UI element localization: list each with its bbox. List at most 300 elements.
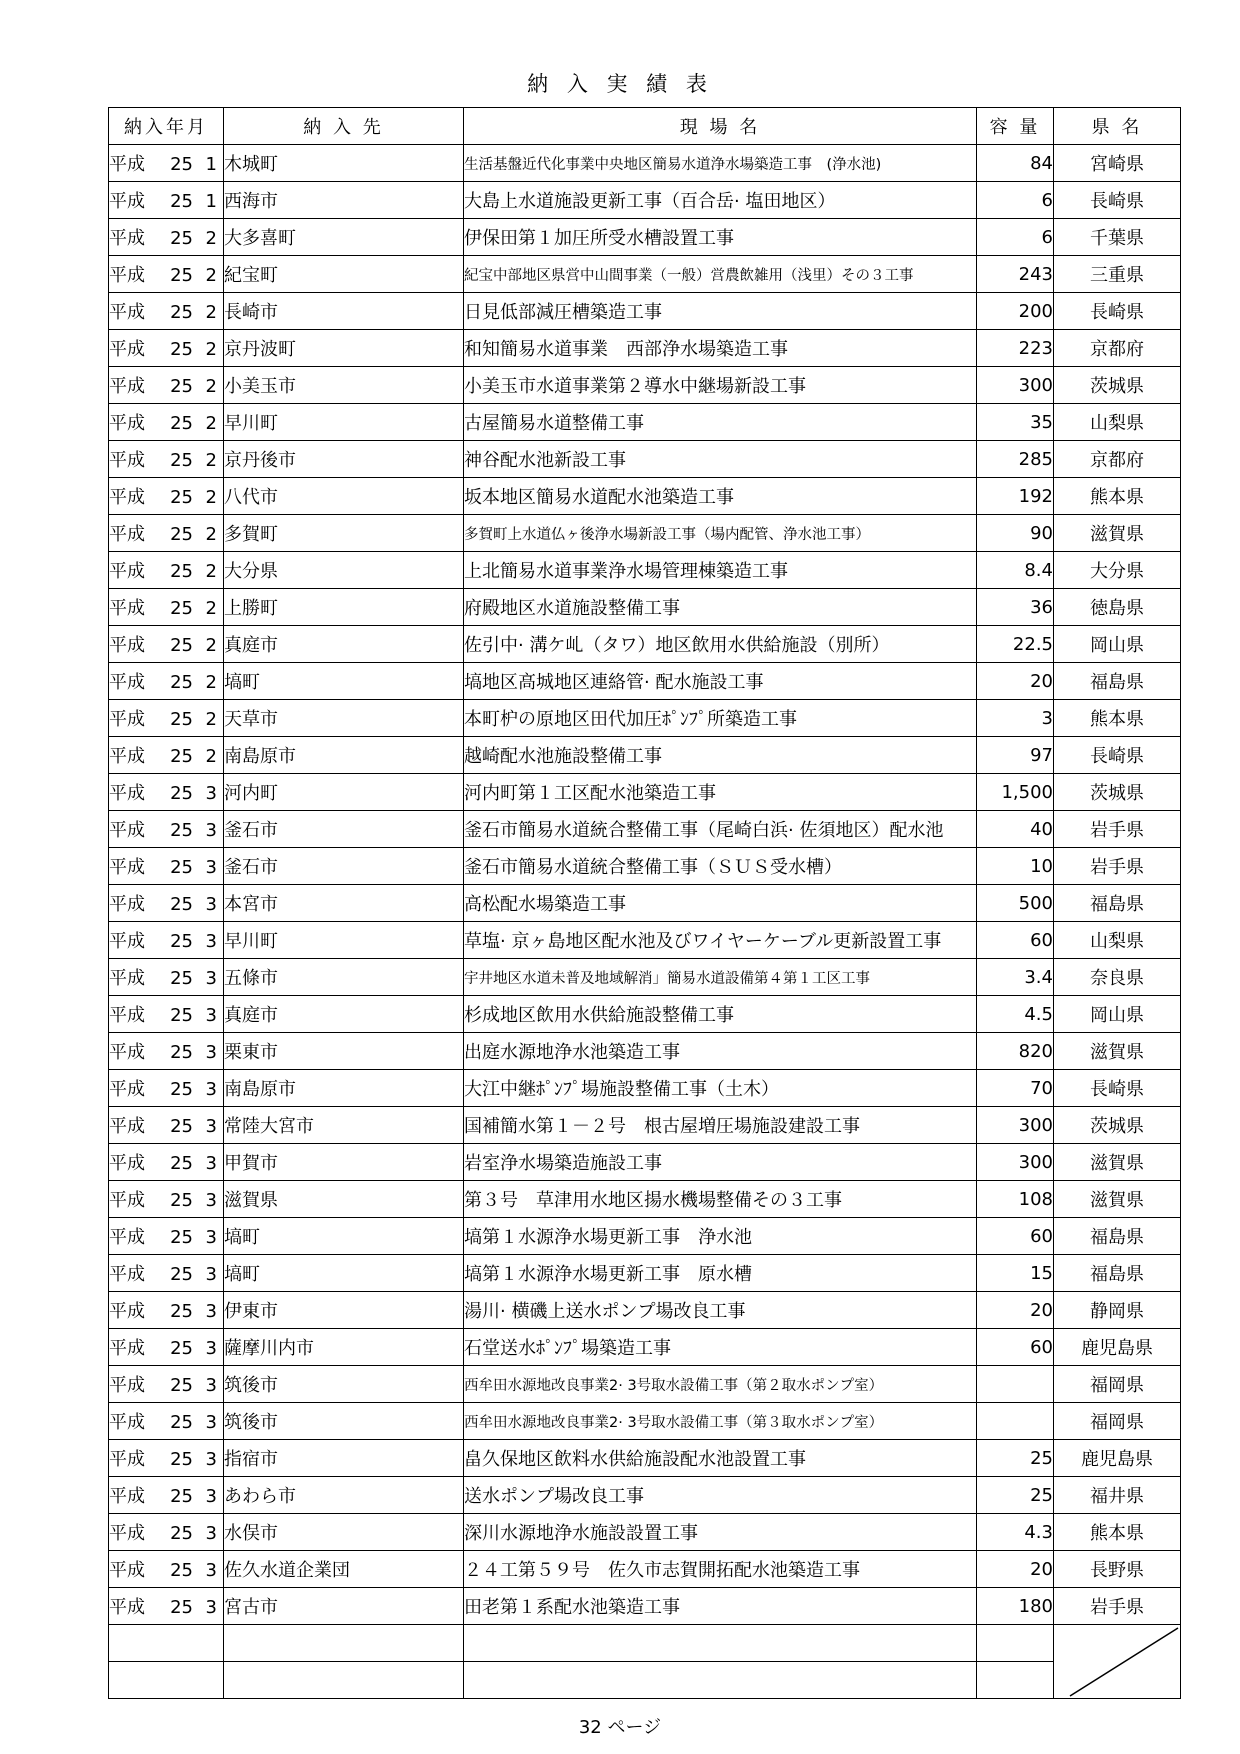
- table-row: [109, 256, 1181, 293]
- month-text: 3: [205, 1560, 217, 1581]
- prefecture-cell: 茨城県: [1054, 1107, 1181, 1144]
- year-text: 25: [170, 746, 193, 767]
- capacity-cell: 84: [977, 145, 1054, 182]
- capacity-cell: 97: [977, 737, 1054, 774]
- era-text: 平成: [109, 1412, 145, 1433]
- destination-cell: [224, 1662, 464, 1699]
- destination-cell: 木城町: [224, 145, 464, 182]
- destination-cell: 釜石市: [224, 848, 464, 885]
- year-text: 25: [170, 1116, 193, 1137]
- table-row: [109, 478, 1181, 515]
- prefecture-cell: 福岡県: [1054, 1366, 1181, 1403]
- destination-cell: 滋賀県: [224, 1181, 464, 1218]
- year-text: 25: [170, 1597, 193, 1618]
- prefecture-cell: 茨城県: [1054, 774, 1181, 811]
- capacity-cell: 3.4: [977, 959, 1054, 996]
- month-text: 3: [205, 1079, 217, 1100]
- era-text: 平成: [109, 302, 145, 323]
- destination-cell: 大分県: [224, 552, 464, 589]
- destination-cell: 八代市: [224, 478, 464, 515]
- era-text: 平成: [109, 820, 145, 841]
- site-name-cell: 古屋簡易水道整備工事: [464, 404, 977, 441]
- destination-cell: 指宿市: [224, 1440, 464, 1477]
- delivery-date-cell: [109, 1218, 224, 1255]
- prefecture-cell: 福島県: [1054, 885, 1181, 922]
- year-text: 25: [170, 820, 193, 841]
- month-text: 2: [205, 561, 217, 582]
- month-text: 3: [205, 1375, 217, 1396]
- site-name-cell: 上北簡易水道事業浄水場管理棟築造工事: [464, 552, 977, 589]
- era-text: 平成: [109, 1449, 145, 1470]
- capacity-cell: [977, 1625, 1054, 1662]
- table-row: [109, 1033, 1181, 1070]
- era-text: 平成: [109, 1375, 145, 1396]
- table-row: [109, 552, 1181, 589]
- delivery-date-cell: [109, 959, 224, 996]
- month-text: 2: [205, 450, 217, 471]
- era-text: 平成: [109, 376, 145, 397]
- site-name-cell: 国補簡水第１－２号 根古屋増圧場施設建設工事: [464, 1107, 977, 1144]
- table-row: [109, 441, 1181, 478]
- site-name-cell: 大江中継ﾎﾟﾝﾌﾟ場施設整備工事（土木）: [464, 1070, 977, 1107]
- year-text: 25: [170, 598, 193, 619]
- table-row: [109, 996, 1181, 1033]
- destination-cell: 五條市: [224, 959, 464, 996]
- site-name-cell: 大島上水道施設更新工事（百合岳· 塩田地区）: [464, 182, 977, 219]
- year-text: 25: [170, 672, 193, 693]
- delivery-date-cell: [109, 367, 224, 404]
- delivery-date-cell: [109, 996, 224, 1033]
- era-text: 平成: [109, 1116, 145, 1137]
- capacity-cell: 70: [977, 1070, 1054, 1107]
- site-name-cell: 送水ポンプ場改良工事: [464, 1477, 977, 1514]
- era-text: 平成: [109, 635, 145, 656]
- prefecture-cell: 岡山県: [1054, 626, 1181, 663]
- destination-cell: あわら市: [224, 1477, 464, 1514]
- table-row: [109, 1144, 1181, 1181]
- capacity-cell: 35: [977, 404, 1054, 441]
- month-text: 2: [205, 487, 217, 508]
- delivery-date-cell: [109, 737, 224, 774]
- table-row: [109, 1070, 1181, 1107]
- site-name-cell: [464, 1625, 977, 1662]
- table-row: [109, 1551, 1181, 1588]
- delivery-date-cell: [109, 330, 224, 367]
- prefecture-cell: 山梨県: [1054, 922, 1181, 959]
- month-text: 2: [205, 524, 217, 545]
- prefecture-cell: 福島県: [1054, 1255, 1181, 1292]
- capacity-cell: 60: [977, 1329, 1054, 1366]
- delivery-date-cell: [109, 404, 224, 441]
- table-row: [109, 515, 1181, 552]
- site-name-cell: 塙地区高城地区連絡管· 配水施設工事: [464, 663, 977, 700]
- table-header-row: [109, 108, 1181, 145]
- year-text: 25: [170, 635, 193, 656]
- destination-cell: 河内町: [224, 774, 464, 811]
- era-text: 平成: [109, 154, 145, 175]
- table-row: [109, 293, 1181, 330]
- delivery-date-cell: [109, 1440, 224, 1477]
- capacity-cell: 108: [977, 1181, 1054, 1218]
- era-text: 平成: [109, 191, 145, 212]
- delivery-date-cell: [109, 1107, 224, 1144]
- site-name-cell: 佐引中· 溝ケ乢（タワ）地区飲用水供給施設（別所）: [464, 626, 977, 663]
- year-text: 25: [170, 1005, 193, 1026]
- month-text: 2: [205, 302, 217, 323]
- destination-cell: 大多喜町: [224, 219, 464, 256]
- table-row: [109, 1588, 1181, 1625]
- era-text: 平成: [109, 1079, 145, 1100]
- delivery-date-cell: [109, 1403, 224, 1440]
- delivery-date-cell: [109, 1514, 224, 1551]
- prefecture-cell: 滋賀県: [1054, 1144, 1181, 1181]
- year-text: 25: [170, 524, 193, 545]
- table-row: [109, 1181, 1181, 1218]
- destination-cell: 塙町: [224, 1255, 464, 1292]
- era-text: 平成: [109, 561, 145, 582]
- table-body: [109, 145, 1181, 1699]
- table-row: [109, 700, 1181, 737]
- table-row: [109, 1477, 1181, 1514]
- era-text: 平成: [109, 746, 145, 767]
- era-text: 平成: [109, 931, 145, 952]
- month-text: 3: [205, 1523, 217, 1544]
- table-row: [109, 1440, 1181, 1477]
- capacity-cell: 300: [977, 1107, 1054, 1144]
- era-text: 平成: [109, 894, 145, 915]
- prefecture-cell: 鹿児島県: [1054, 1329, 1181, 1366]
- prefecture-cell: 鹿児島県: [1054, 1440, 1181, 1477]
- month-text: 2: [205, 265, 217, 286]
- site-name-cell: 多賀町上水道仏ヶ後浄水場新設工事（場内配管、浄水池工事）: [464, 515, 977, 552]
- capacity-cell: 820: [977, 1033, 1054, 1070]
- month-text: 3: [205, 968, 217, 989]
- empty-row: [109, 1662, 1181, 1699]
- month-text: 3: [205, 1597, 217, 1618]
- site-name-cell: 第３号 草津用水地区揚水機場整備その３工事: [464, 1181, 977, 1218]
- delivery-date-cell: [109, 811, 224, 848]
- destination-cell: 早川町: [224, 404, 464, 441]
- prefecture-cell: 熊本県: [1054, 478, 1181, 515]
- site-name-cell: 釜石市簡易水道統合整備工事（ＳＵＳ受水槽）: [464, 848, 977, 885]
- table-row: [109, 1514, 1181, 1551]
- era-text: 平成: [109, 1042, 145, 1063]
- site-name-cell: 岩室浄水場築造施設工事: [464, 1144, 977, 1181]
- destination-cell: 栗東市: [224, 1033, 464, 1070]
- capacity-cell: 1,500: [977, 774, 1054, 811]
- era-text: 平成: [109, 598, 145, 619]
- capacity-cell: 36: [977, 589, 1054, 626]
- year-text: 25: [170, 302, 193, 323]
- site-name-cell: 小美玉市水道事業第２導水中継場新設工事: [464, 367, 977, 404]
- delivery-date-cell: [109, 1144, 224, 1181]
- month-text: 2: [205, 635, 217, 656]
- era-text: 平成: [109, 228, 145, 249]
- destination-cell: 筑後市: [224, 1403, 464, 1440]
- site-name-cell: 西牟田水源地改良事業2· 3号取水設備工事（第３取水ポンプ室）: [464, 1403, 977, 1440]
- destination-cell: 京丹波町: [224, 330, 464, 367]
- table-row: [109, 774, 1181, 811]
- table-row: [109, 1218, 1181, 1255]
- delivery-date-cell: [109, 256, 224, 293]
- month-text: 2: [205, 339, 217, 360]
- prefecture-cell: 長崎県: [1054, 1070, 1181, 1107]
- destination-cell: [224, 1625, 464, 1662]
- table-row: [109, 1329, 1181, 1366]
- month-text: 3: [205, 820, 217, 841]
- year-text: 25: [170, 1560, 193, 1581]
- month-text: 3: [205, 1301, 217, 1322]
- table-row: [109, 1366, 1181, 1403]
- destination-cell: 水俣市: [224, 1514, 464, 1551]
- era-text: 平成: [109, 1227, 145, 1248]
- table-row: [109, 145, 1181, 182]
- era-text: 平成: [109, 265, 145, 286]
- era-text: 平成: [109, 783, 145, 804]
- capacity-cell: 223: [977, 330, 1054, 367]
- header-prefecture: 県 名: [1054, 108, 1181, 145]
- destination-cell: 西海市: [224, 182, 464, 219]
- delivery-date-cell: [109, 1292, 224, 1329]
- era-text: 平成: [109, 1560, 145, 1581]
- site-name-cell: 河内町第１工区配水池築造工事: [464, 774, 977, 811]
- year-text: 25: [170, 191, 193, 212]
- year-text: 25: [170, 1486, 193, 1507]
- delivery-date-cell: [109, 219, 224, 256]
- empty-row: [109, 1625, 1181, 1662]
- year-text: 25: [170, 265, 193, 286]
- site-name-cell: 和知簡易水道事業 西部浄水場築造工事: [464, 330, 977, 367]
- site-name-cell: 出庭水源地浄水池築造工事: [464, 1033, 977, 1070]
- table-row: [109, 1403, 1181, 1440]
- capacity-cell: 6: [977, 219, 1054, 256]
- month-text: 2: [205, 598, 217, 619]
- prefecture-cell: 岡山県: [1054, 996, 1181, 1033]
- destination-cell: 本宮市: [224, 885, 464, 922]
- destination-cell: 真庭市: [224, 626, 464, 663]
- destination-cell: 釜石市: [224, 811, 464, 848]
- capacity-cell: 20: [977, 663, 1054, 700]
- table-row: [109, 1255, 1181, 1292]
- prefecture-cell: 千葉県: [1054, 219, 1181, 256]
- delivery-date-cell: [109, 1551, 224, 1588]
- header-site-name: 現 場 名: [464, 108, 977, 145]
- destination-cell: 塙町: [224, 1218, 464, 1255]
- site-name-cell: 日見低部減圧槽築造工事: [464, 293, 977, 330]
- month-text: 2: [205, 228, 217, 249]
- year-text: 25: [170, 154, 193, 175]
- month-text: 3: [205, 1190, 217, 1211]
- prefecture-cell: 福岡県: [1054, 1403, 1181, 1440]
- year-text: 25: [170, 1375, 193, 1396]
- table-row: [109, 959, 1181, 996]
- site-name-cell: 神谷配水池新設工事: [464, 441, 977, 478]
- capacity-cell: [977, 1662, 1054, 1699]
- prefecture-cell: 福井県: [1054, 1477, 1181, 1514]
- era-text: 平成: [109, 1523, 145, 1544]
- delivery-date-cell: [109, 626, 224, 663]
- site-name-cell: 塙第１水源浄水場更新工事 浄水池: [464, 1218, 977, 1255]
- capacity-cell: 192: [977, 478, 1054, 515]
- table-row: [109, 1292, 1181, 1329]
- delivery-date-cell: [109, 1477, 224, 1514]
- month-text: 3: [205, 1005, 217, 1026]
- year-text: 25: [170, 1412, 193, 1433]
- destination-cell: 天草市: [224, 700, 464, 737]
- month-text: 2: [205, 672, 217, 693]
- delivery-date-cell: [109, 700, 224, 737]
- destination-cell: 南島原市: [224, 737, 464, 774]
- capacity-cell: 20: [977, 1551, 1054, 1588]
- destination-cell: 薩摩川内市: [224, 1329, 464, 1366]
- month-text: 2: [205, 746, 217, 767]
- destination-cell: 佐久水道企業団: [224, 1551, 464, 1588]
- prefecture-cell: 三重県: [1054, 256, 1181, 293]
- delivery-record-table: [108, 107, 1181, 1699]
- delivery-date-cell: [109, 663, 224, 700]
- capacity-cell: 90: [977, 515, 1054, 552]
- site-name-cell: 本町枦の原地区田代加圧ﾎﾟﾝﾌﾟ所築造工事: [464, 700, 977, 737]
- site-name-cell: 湯川· 横磯上送水ポンプ場改良工事: [464, 1292, 977, 1329]
- month-text: 3: [205, 857, 217, 878]
- prefecture-cell: 長野県: [1054, 1551, 1181, 1588]
- destination-cell: 真庭市: [224, 996, 464, 1033]
- era-text: 平成: [109, 1005, 145, 1026]
- capacity-cell: 20: [977, 1292, 1054, 1329]
- delivery-date-cell: [109, 145, 224, 182]
- era-text: 平成: [109, 450, 145, 471]
- capacity-cell: 180: [977, 1588, 1054, 1625]
- table-row: [109, 811, 1181, 848]
- month-text: 3: [205, 783, 217, 804]
- month-text: 3: [205, 1116, 217, 1137]
- month-text: 2: [205, 376, 217, 397]
- capacity-cell: [977, 1403, 1054, 1440]
- era-text: 平成: [109, 1597, 145, 1618]
- capacity-cell: 243: [977, 256, 1054, 293]
- table-row: [109, 367, 1181, 404]
- year-text: 25: [170, 1449, 193, 1470]
- site-name-cell: 石堂送水ﾎﾟﾝﾌﾟ場築造工事: [464, 1329, 977, 1366]
- era-text: 平成: [109, 487, 145, 508]
- delivery-date-cell: [109, 1588, 224, 1625]
- delivery-date-cell: [109, 441, 224, 478]
- delivery-date-cell: [109, 1662, 224, 1699]
- site-name-cell: 西牟田水源地改良事業2· 3号取水設備工事（第２取水ポンプ室）: [464, 1366, 977, 1403]
- prefecture-cell: 熊本県: [1054, 1514, 1181, 1551]
- capacity-cell: 285: [977, 441, 1054, 478]
- prefecture-cell: 岩手県: [1054, 1588, 1181, 1625]
- table-row: [109, 589, 1181, 626]
- year-text: 25: [170, 857, 193, 878]
- site-name-cell: 紀宝中部地区県営中山間事業（一般）営農飲雑用（浅里）その３工事: [464, 256, 977, 293]
- table-row: [109, 737, 1181, 774]
- destination-cell: 京丹後市: [224, 441, 464, 478]
- delivery-date-cell: [109, 848, 224, 885]
- capacity-cell: 3: [977, 700, 1054, 737]
- capacity-cell: 25: [977, 1477, 1054, 1514]
- era-text: 平成: [109, 1486, 145, 1507]
- prefecture-cell: 熊本県: [1054, 700, 1181, 737]
- era-text: 平成: [109, 709, 145, 730]
- destination-cell: 小美玉市: [224, 367, 464, 404]
- year-text: 25: [170, 894, 193, 915]
- destination-cell: 南島原市: [224, 1070, 464, 1107]
- capacity-cell: 8.4: [977, 552, 1054, 589]
- table-row: [109, 404, 1181, 441]
- prefecture-cell: 山梨県: [1054, 404, 1181, 441]
- table-row: [109, 848, 1181, 885]
- month-text: 2: [205, 709, 217, 730]
- delivery-date-cell: [109, 1033, 224, 1070]
- prefecture-cell: 京都府: [1054, 441, 1181, 478]
- site-name-cell: 坂本地区簡易水道配水池築造工事: [464, 478, 977, 515]
- year-text: 25: [170, 1338, 193, 1359]
- prefecture-cell: 静岡県: [1054, 1292, 1181, 1329]
- month-text: 3: [205, 931, 217, 952]
- year-text: 25: [170, 1079, 193, 1100]
- delivery-date-cell: [109, 1329, 224, 1366]
- year-text: 25: [170, 931, 193, 952]
- capacity-cell: 10: [977, 848, 1054, 885]
- capacity-cell: 40: [977, 811, 1054, 848]
- destination-cell: 早川町: [224, 922, 464, 959]
- site-name-cell: [464, 1662, 977, 1699]
- capacity-cell: 500: [977, 885, 1054, 922]
- month-text: 3: [205, 1264, 217, 1285]
- delivery-date-cell: [109, 478, 224, 515]
- era-text: 平成: [109, 1153, 145, 1174]
- month-text: 3: [205, 1412, 217, 1433]
- year-text: 25: [170, 968, 193, 989]
- month-text: 1: [205, 154, 217, 175]
- month-text: 3: [205, 1042, 217, 1063]
- era-text: 平成: [109, 1338, 145, 1359]
- diagonal-slash-line: [1054, 1625, 1181, 1699]
- table-row: [109, 182, 1181, 219]
- delivery-date-cell: [109, 1255, 224, 1292]
- destination-cell: 常陸大宮市: [224, 1107, 464, 1144]
- destination-cell: 塙町: [224, 663, 464, 700]
- site-name-cell: 畠久保地区飲料水供給施設配水池設置工事: [464, 1440, 977, 1477]
- delivery-date-cell: [109, 1366, 224, 1403]
- header-delivery-destination: 納 入 先: [224, 108, 464, 145]
- capacity-cell: 60: [977, 1218, 1054, 1255]
- capacity-cell: [977, 1366, 1054, 1403]
- capacity-cell: 200: [977, 293, 1054, 330]
- destination-cell: 甲賀市: [224, 1144, 464, 1181]
- capacity-cell: 25: [977, 1440, 1054, 1477]
- year-text: 25: [170, 1190, 193, 1211]
- site-name-cell: 杉成地区飲用水供給施設整備工事: [464, 996, 977, 1033]
- capacity-cell: 300: [977, 1144, 1054, 1181]
- prefecture-cell: 滋賀県: [1054, 515, 1181, 552]
- site-name-cell: 宇井地区水道未普及地域解消」簡易水道設備第４第１工区工事: [464, 959, 977, 996]
- site-name-cell: 深川水源地浄水施設設置工事: [464, 1514, 977, 1551]
- delivery-date-cell: [109, 293, 224, 330]
- site-name-cell: 越崎配水池施設整備工事: [464, 737, 977, 774]
- prefecture-cell: 滋賀県: [1054, 1033, 1181, 1070]
- year-text: 25: [170, 709, 193, 730]
- delivery-date-cell: [109, 515, 224, 552]
- delivery-date-cell: [109, 1070, 224, 1107]
- capacity-cell: 60: [977, 922, 1054, 959]
- table-row: [109, 1107, 1181, 1144]
- destination-cell: 紀宝町: [224, 256, 464, 293]
- capacity-cell: 4.5: [977, 996, 1054, 1033]
- month-text: 3: [205, 1449, 217, 1470]
- destination-cell: 多賀町: [224, 515, 464, 552]
